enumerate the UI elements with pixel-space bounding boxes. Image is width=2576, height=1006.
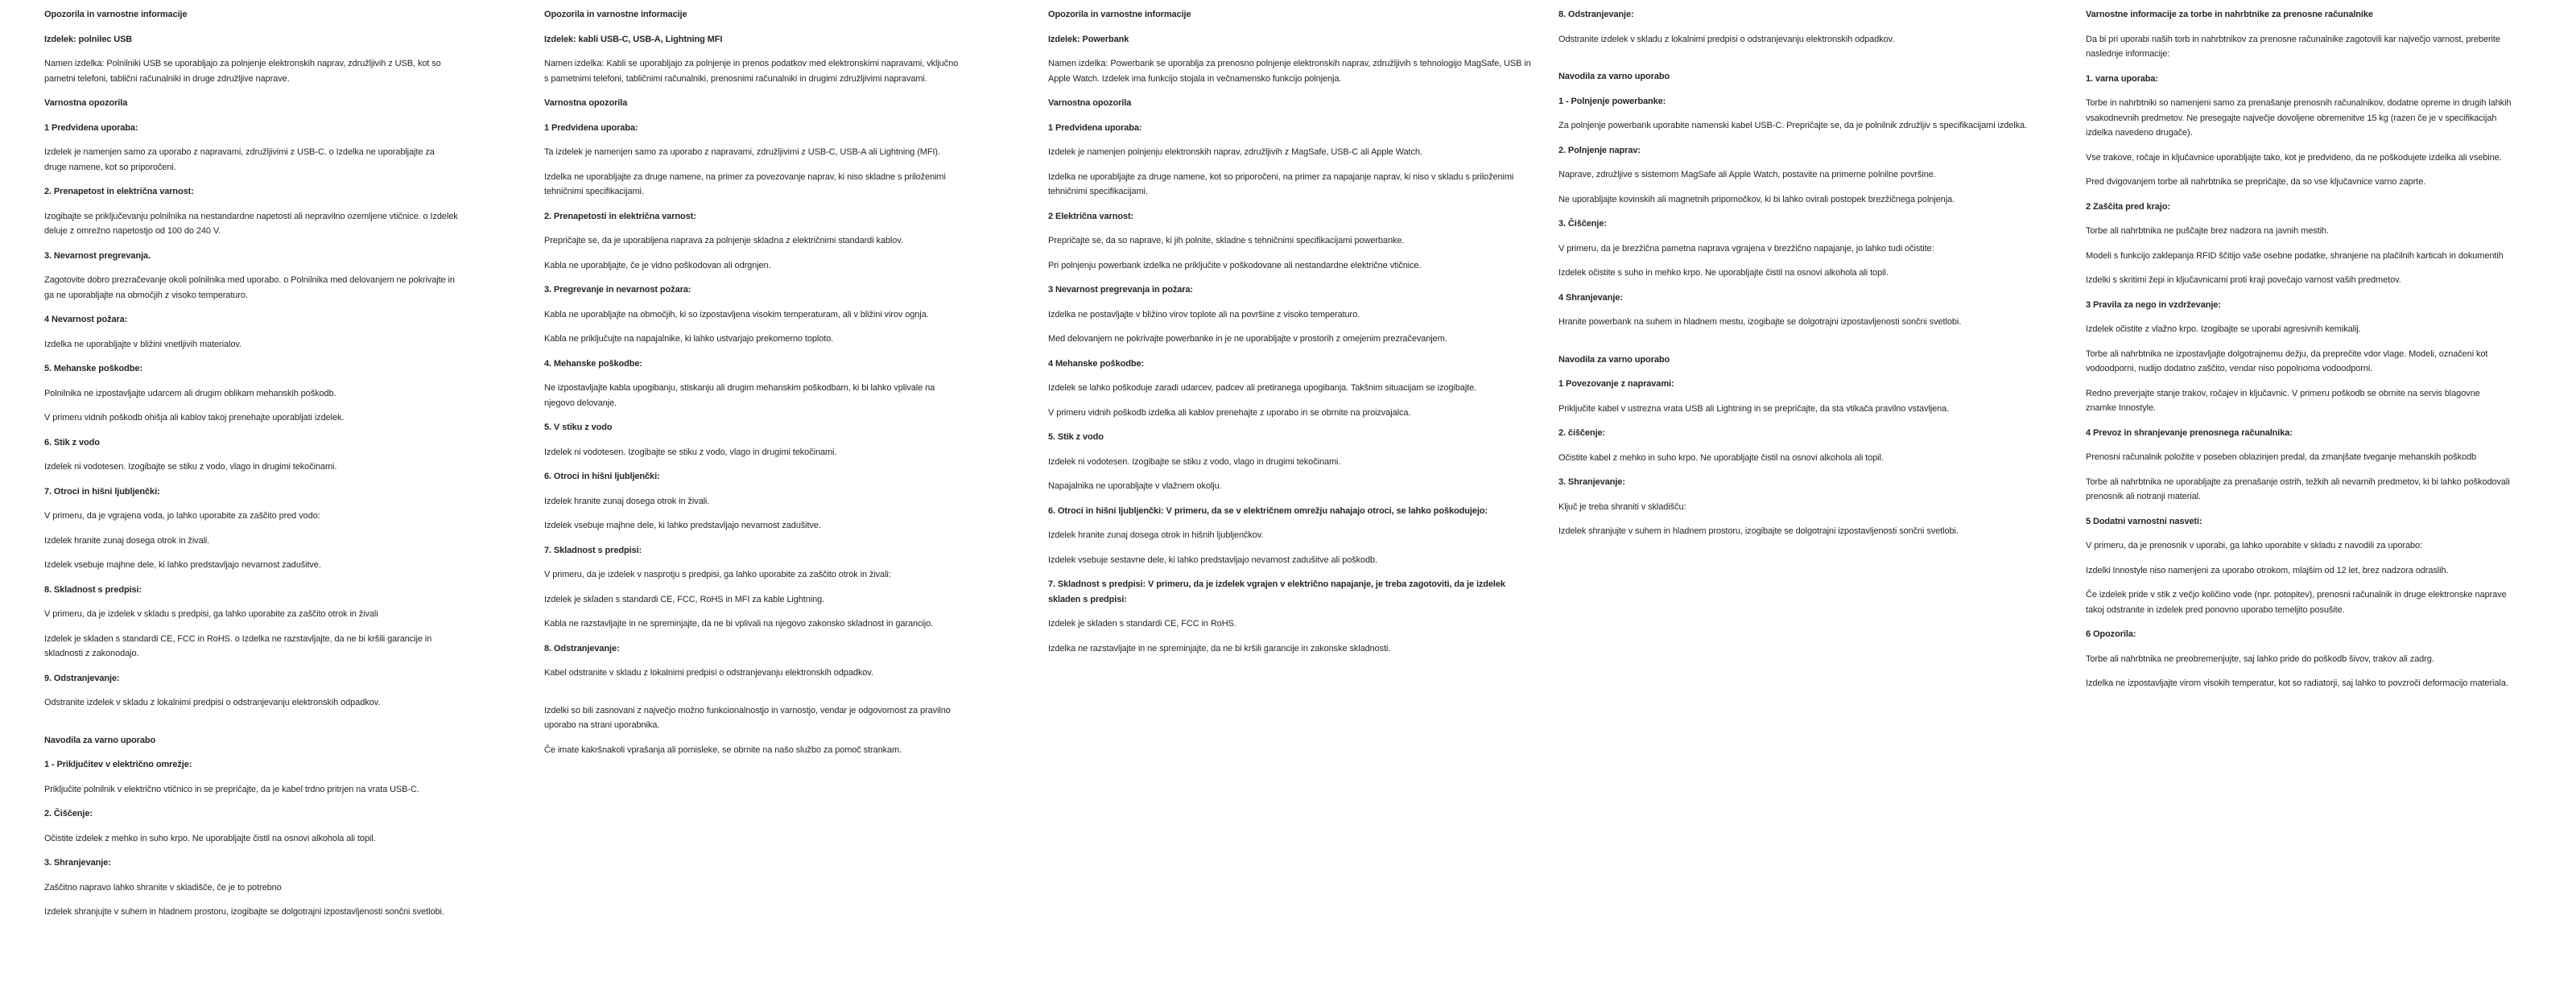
paragraph: V primeru, da je vgrajena voda, jo lahko uporabite za zaščito pred vodo: [44, 511, 320, 521]
paragraph: Izdelek shranjujte v suhem in hladnem prostoru, izogibajte se dolgotrajni izpostavljenosti sončni svetlobi. [1558, 526, 1959, 536]
paragraph: Izdelek hranite zunaj dosega otrok in hišnih ljubljenčkov. [1048, 530, 1264, 540]
section-heading: 3 Pravila za nego in vzdrževanje: [2086, 299, 2221, 310]
section-heading: 6. Otroci in hišni ljubljenčki: [544, 472, 660, 481]
spacer [1558, 340, 2041, 353]
paragraph: Kabla ne razstavljajte in ne spreminjajte, da ne bi vplivali na njegovo zakonsko skladnost in garancijo. [544, 619, 934, 629]
paragraph: Izdelek hranite zunaj dosega otrok in živali. [544, 496, 710, 506]
paragraph: Kabla ne uporabljajte na območjih, ki so izpostavljena visokim temperaturam, ali v bližini virov ognja. [544, 309, 929, 320]
paragraph: V primeru, da je brezžična pametna naprava vgrajena v brezžično napajanje, jo lahko tudi očistite: [1558, 243, 1934, 254]
paragraph: Izdelek je skladen s standardi CE, FCC, RoHS in MFI za kable Lightning. [544, 594, 825, 604]
column-usage-instructions [1558, 7, 2041, 549]
spacer [44, 720, 459, 733]
paragraph: Kabla ne uporabljajte, če je vidno poškodovan ali odrgnjen. [544, 260, 771, 270]
section-heading: 1 Predvidena uporaba: [44, 122, 138, 133]
paragraph: Izdelki s skritimi žepi in ključavnicami proti kraji povečajo varnost vaših predmetov. [2086, 275, 2401, 285]
section-heading: 1 Povezovanje z napravami: [1558, 379, 1674, 389]
paragraph: Da bi pri uporabi naših torb in nahrbtnikov za prenosne računalnike zagotovili kar največjo varnost, preberite naslednje informacije: [2086, 34, 2500, 59]
section-heading: 4 Shranjevanje: [1558, 292, 1623, 303]
section-heading: 4 Mehanske poškodbe: [1048, 358, 1145, 369]
paragraph: Izdelki Innostyle niso namenjeni za uporabo otrokom, mlajšim od 12 let, brez nadzora odraslih. [2086, 565, 2449, 575]
paragraph: V primeru vidnih poškodb ohišja ali kablov takoj prenehajte uporabljati izdelek. [44, 413, 345, 423]
paragraph: Prenosni računalnik položite v poseben oblazinjen predal, da zmanjšate tveganje mehanskih poškodb [2086, 452, 2477, 462]
section-heading: Navodila za varno uporabo [1558, 354, 1670, 365]
section-heading: 7. Skladnost s predpisi: [544, 545, 642, 555]
paragraph: Ta izdelek je namenjen samo za uporabo z napravami, združljivimi z USB-C, USB-A ali Lightning (MFI). [544, 147, 940, 157]
section-heading: 3. Shranjevanje: [44, 858, 111, 868]
section-heading: 1. varna uporaba: [2086, 73, 2158, 84]
paragraph: V primeru vidnih poškodb izdelka ali kablov prenehajte z uporabo in se obrnite na proizvajalca. [1048, 407, 1411, 418]
paragraph: Izdelka ne izpostavljajte virom visokih temperatur, kot so radiatorji, saj lahko to povzroči deformacijo materiala. [2086, 678, 2508, 688]
paragraph: Izdelek ni vodotesen. Izogibajte se stiku z vodo, vlago in drugimi tekočinami. [544, 447, 837, 457]
column-cables [544, 7, 959, 767]
paragraph: Pri polnjenju powerbank izdelka ne priključite v poškodovane ali nestandardne električne vtičnice. [1048, 260, 1422, 270]
paragraph: Izdelek očistite s suho in mehko krpo. Ne uporabljajte čistil na osnovi alkohola ali topil. [1558, 268, 1889, 278]
paragraph: Prepričajte se, da je uporabljena naprava za polnjenje skladna z električnimi standardi kablov. [544, 236, 903, 245]
paragraph: V primeru, da je izdelek v nasprotju s predpisi, ga lahko uporabite za zaščito otrok in živali: [544, 570, 891, 579]
paragraph: Izdelek je namenjen samo za uporabo z napravami, združljivimi z USB-C. o Izdelka ne uporabljajte za druge namene, kot so priporočeni. [44, 147, 435, 172]
section-heading: 2 Zaščita pred krajo: [2086, 201, 2170, 212]
paragraph: Za polnjenje powerbank uporabite namenski kabel USB-C. Prepričajte se, da je polnilnik združljiv s specifikacijami izdelka. [1558, 121, 2027, 130]
section-heading: 1 - Polnjenje powerbanke: [1558, 96, 1666, 106]
paragraph: Izdelek ni vodotesen. Izogibajte se stiku z vodo, vlago in drugimi tekočinami. [44, 462, 337, 472]
paragraph: Modeli s funkcijo zaklepanja RFID ščitijo vaše osebne podatke, shranjene na plačilnih karticah in dokumentih [2086, 250, 2504, 261]
paragraph: Pred dvigovanjem torbe ali nahrbtnika se prepričajte, da so vse ključavnice varno zaprte. [2086, 177, 2426, 187]
paragraph: Namen izdelka: Powerbank se uporablja za prenosno polnjenje elektronskih naprav, združljivih s tehnologijo MagSafe, USB in Apple Watch. Izdelek ima funkcijo stojala in večnamensko funkcijo polnjenja. [1048, 59, 1531, 84]
section-heading: 3. Shranjevanje: [1558, 477, 1625, 487]
section-heading: Varnostna opozorila [544, 98, 628, 108]
paragraph: Prepričajte se, da so naprave, ki jih polnite, skladne s tehničnimi specifikacijami powerbanke. [1048, 236, 1405, 245]
paragraph: Izdelek vsebuje majhne dele, ki lahko predstavljajo nevarnost zadušitve. [44, 560, 321, 570]
section-heading: Opozorila in varnostne informacije [1048, 10, 1191, 19]
paragraph: Zaščitno napravo lahko shranite v skladišče, če je to potrebno [44, 882, 282, 893]
section-heading: 6. Otroci in hišni ljubljenčki: V primeru, da se v električnem omrežju nahajajo otroci, se lahko poškodujejo: [1048, 505, 1488, 516]
paragraph: V primeru, da je prenosnik v uporabi, ga lahko uporabite v skladu z navodili za uporabo: [2086, 541, 2423, 550]
paragraph: V primeru, da je izdelek v skladu s predpisi, ga lahko uporabite za zaščito otrok in živali [44, 609, 378, 619]
section-heading: 7. Otroci in hišni ljubljenčki: [44, 486, 160, 497]
paragraph: Ključ je treba shraniti v skladišču: [1558, 501, 1686, 512]
paragraph: Izdelek je skladen s standardi CE, FCC in RoHS. o Izdelka ne razstavljajte, da ne bi kršili garancije in skladnosti z zakonodajo. [44, 633, 432, 658]
section-heading: 1 Predvidena uporaba: [1048, 122, 1142, 133]
paragraph: Izdelek ni vodotesen. Izogibajte se stiku z vodo, vlago in drugimi tekočinami. [1048, 456, 1341, 467]
section-heading: 7. Skladnost s predpisi: V primeru, da je izdelek vgrajen v električno napajanje, je treba zagotoviti, da je izdelek skladen s predpisi: [1048, 579, 1505, 604]
section-heading: Izdelek: polnilec USB [44, 34, 133, 44]
paragraph: Namen izdelka: Kabli se uporabljajo za polnjenje in prenos podatkov med elektronskimi napravami, vključno s pametnimi telefoni, tabličnimi računalniki, prenosnimi računalniki in drugimi združljivimi napravami. [544, 59, 959, 84]
paragraph: Torbe ali nahrbtnika ne preobremenjujte, saj lahko pride do poškodb šivov, trakov ali zadrg. [2086, 653, 2434, 664]
section-heading: Opozorila in varnostne informacije [544, 10, 687, 19]
paragraph: Izdelek vsebuje majhne dele, ki lahko predstavljajo nevarnost zadušitve. [544, 521, 821, 530]
paragraph: Ne uporabljajte kovinskih ali magnetnih pripomočkov, ki bi lahko ovirali postopek brezžičnega polnjenja. [1558, 194, 1955, 204]
paragraph: Očistite kabel z mehko in suho krpo. Ne uporabljajte čistil na osnovi alkohola ali topil. [1558, 452, 1884, 463]
paragraph: Torbe in nahrbtniki so namenjeni samo za prenašanje prenosnih računalnikov, dodatne opreme in drugih lahkih vsakodnevnih predmetov. Ne presegajte največje dovoljene obremenitve 15 kg (razen če je v specifikacijah izdelka navedeno drugače). [2086, 98, 2512, 138]
section-heading: 2. čiščenje: [1558, 428, 1606, 438]
section-heading: Navodila za varno uporabo [1558, 72, 1670, 81]
column-powerbank [1048, 7, 1531, 666]
paragraph: Torbe ali nahrbtnika ne puščajte brez nadzora na javnih mestih. [2086, 226, 2329, 236]
paragraph: Izdelka ne uporabljajte v bližini vnetljivih materialov. [44, 339, 242, 349]
paragraph: Če imate kakršnakoli vprašanja ali pomisleke, se obrnite na našo službo za pomoč strankam. [544, 744, 902, 755]
section-heading: 5. Stik z vodo [1048, 432, 1104, 442]
section-heading: 1 Predvidena uporaba: [544, 122, 638, 133]
paragraph: Izdelek shranjujte v suhem in hladnem prostoru, izogibajte se dolgotrajni izpostavljenosti sončni svetlobi. [44, 907, 444, 917]
section-heading: Izdelek: kabli USB-C, USB-A, Lightning MFI [544, 34, 723, 44]
paragraph: Kabla ne priključujte na napajalnike, ki lahko ustvarjajo prekomerno toploto. [544, 334, 834, 344]
paragraph: Ne izpostavljajte kabla upogibanju, stiskanju ali drugim mehanskim poškodbam, ki bi lahko vplivale na njegovo delovanje. [544, 383, 935, 408]
paragraph: Priključite polnilnik v električno vtičnico in se prepričajte, da je kabel trdno pritrjen na vrata USB-C. [44, 784, 419, 794]
section-heading: 4 Nevarnost požara: [44, 315, 128, 324]
section-heading: 2. Prenapetost in električna varnost: [44, 187, 194, 196]
paragraph: Redno preverjajte stanje trakov, ročajev in ključavnic. V primeru poškodb se obrnite na servis blagovne znamke Innostyle. [2086, 388, 2480, 413]
column-usb-charger [44, 7, 459, 930]
section-heading: Varnostna opozorila [44, 98, 128, 108]
paragraph: Priključite kabel v ustrezna vrata USB ali Lightning in se prepričajte, da sta vtikača pravilno vstavljena. [1558, 403, 1950, 414]
section-heading: Varnostne informacije za torbe in nahrbtnike za prenosne računalnike [2086, 10, 2373, 19]
paragraph: Hranite powerbank na suhem in hladnem mestu, izogibajte se dolgotrajni izpostavljenosti sončni svetlobi. [1558, 317, 1962, 327]
section-heading: 4 Prevoz in shranjevanje prenosnega računalnika: [2086, 427, 2293, 438]
paragraph: Odstranite izdelek v skladu z lokalnimi predpisi o odstranjevanju elektronskih odpadkov. [1558, 34, 1895, 44]
paragraph: Izdelek se lahko poškoduje zaradi udarcev, padcev ali pretiranega upogibanja. Takšnim situacijam se izogibajte. [1048, 383, 1477, 393]
paragraph: Izdelka ne razstavljajte in ne spreminjajte, da ne bi kršili garancije in zakonske skladnosti. [1048, 643, 1391, 653]
paragraph: Vse trakove, ročaje in ključavnice uporabljajte tako, kot je predvideno, da ne poškodujete izdelka ali vsebine. [2086, 152, 2502, 163]
paragraph: Izdelek vsebuje sestavne dele, ki lahko predstavljajo nevarnost zadušitve ali poškodb. [1048, 555, 1378, 565]
section-heading: 5. Mehanske poškodbe: [44, 364, 142, 373]
section-heading: 2. Čiščenje: [44, 809, 93, 818]
paragraph: Kabel odstranite v skladu z lokalnimi predpisi o odstranjevanju elektronskih odpadkov. [544, 668, 873, 678]
paragraph: Izdelka ne uporabljajte za druge namene, kot so priporočeni, na primer za napajanje naprav, ki niso v skladu s priloženimi tehničnimi specifikacijami. [1048, 171, 1514, 196]
section-heading: 8. Odstranjevanje: [544, 643, 620, 653]
paragraph: Torbe ali nahrbtnika ne uporabljajte za prenašanje ostrih, težkih ali nevarnih predmetov, ki bi lahko poškodovali prenosnik ali notranji material. [2086, 476, 2510, 501]
paragraph: Napajalnika ne uporabljajte v vlažnem okolju. [1048, 481, 1222, 491]
section-heading: 3 Nevarnost pregrevanja in požara: [1048, 285, 1193, 295]
section-heading: 4. Mehanske poškodbe: [544, 358, 642, 369]
section-heading: 3. Pregrevanje in nevarnost požara: [544, 285, 691, 295]
section-heading: 2 Električna varnost: [1048, 211, 1134, 221]
paragraph: Izdelek hranite zunaj dosega otrok in živali. [44, 535, 210, 546]
paragraph: Če izdelek pride v stik z večjo količino vode (npr. potopitev), prenosni računalnik in druge elektronske naprave takoj odstranite in izdelek pred ponovno uporabo temeljito posušite. [2086, 590, 2507, 615]
paragraph: Naprave, združljive s sistemom MagSafe ali Apple Watch, postavite na primerne polnilne površine. [1558, 170, 1936, 179]
section-heading: Varnostna opozorila [1048, 98, 1132, 108]
spacer [544, 691, 959, 703]
paragraph: Izdelki so bili zasnovani z največjo možno funkcionalnostjo in varnostjo, vendar je odgovornost za pravilno uporabo na strani uporabnika. [544, 705, 951, 730]
section-heading: 5. V stiku z vodo [544, 423, 613, 432]
paragraph: Zagotovite dobro prezračevanje okoli polnilnika med uporabo. o Polnilnika med delovanjem ne pokrivajte in ga ne uporabljajte na območjih z visoko temperaturo. [44, 275, 455, 300]
paragraph: Namen izdelka: Polnilniki USB se uporabljajo za polnjenje elektronskih naprav, združljivih z USB, kot so pametni telefoni, tablični računalniki in druge združljive naprave. [44, 59, 441, 84]
paragraph: Polnilnika ne izpostavljajte udarcem ali drugim oblikam mehanskih poškodb. [44, 388, 336, 398]
section-heading: 5 Dodatni varnostni nasveti: [2086, 516, 2202, 526]
section-heading: Opozorila in varnostne informacije [44, 10, 188, 19]
paragraph: Torbe ali nahrbtnika ne izpostavljajte dolgotrajnemu dežju, da preprečite vdor vlage. Modeli, označeni kot vodoodporni, nudijo dodatno zaščito, vendar niso popolnoma vodoodporni. [2086, 348, 2488, 373]
section-heading: 3. Čiščenje: [1558, 219, 1607, 229]
column-laptop-bags [2086, 7, 2512, 701]
paragraph: Izogibajte se priključevanju polnilnika na nestandardne napetosti ali nepravilno ozemljene vtičnice. o Izdelek deluje z omrežno napetostjo od 100 do 240 V. [44, 211, 458, 236]
spacer [1558, 56, 2041, 69]
section-heading: 1 - Priključitev v električno omrežje: [44, 760, 192, 769]
paragraph: Izdelek očistite z vlažno krpo. Izogibajte se uporabi agresivnih kemikalij. [2086, 324, 2361, 334]
paragraph: Izdelek je namenjen polnjenju elektronskih naprav, združljivih z MagSafe, USB-C ali Apple Watch. [1048, 147, 1422, 157]
section-heading: 3. Nevarnost pregrevanja. [44, 250, 151, 261]
section-heading: 6. Stik z vodo [44, 437, 100, 447]
section-heading: Izdelek: Powerbank [1048, 34, 1129, 44]
section-heading: 2. Polnjenje naprav: [1558, 145, 1641, 155]
section-heading: 6 Opozorila: [2086, 629, 2136, 639]
section-heading: 9. Odstranjevanje: [44, 673, 120, 683]
paragraph: Odstranite izdelek v skladu z lokalnimi predpisi o odstranjevanju elektronskih odpadkov. [44, 698, 381, 707]
section-heading: 2. Prenapetosti in električna varnost: [544, 211, 696, 221]
paragraph: Izdelek je skladen s standardi CE, FCC in RoHS. [1048, 619, 1236, 629]
paragraph: Očistite izdelek z mehko in suho krpo. Ne uporabljajte čistil na osnovi alkohola ali topil. [44, 833, 376, 843]
paragraph: Izdelka ne postavljajte v bližino virov toplote ali na površine z visoko temperaturo. [1048, 309, 1360, 320]
section-heading: Navodila za varno uporabo [44, 735, 156, 745]
paragraph: Med delovanjem ne pokrivajte powerbanke in je ne uporabljajte v prostorih z omejenim prezračevanjem. [1048, 334, 1447, 344]
section-heading: 8. Skladnost s predpisi: [44, 584, 142, 595]
paragraph: Izdelka ne uporabljajte za druge namene, na primer za povezovanje naprav, ki niso skladne s priloženimi tehničnimi specifikacijami. [544, 171, 946, 196]
section-heading: 8. Odstranjevanje: [1558, 10, 1634, 19]
